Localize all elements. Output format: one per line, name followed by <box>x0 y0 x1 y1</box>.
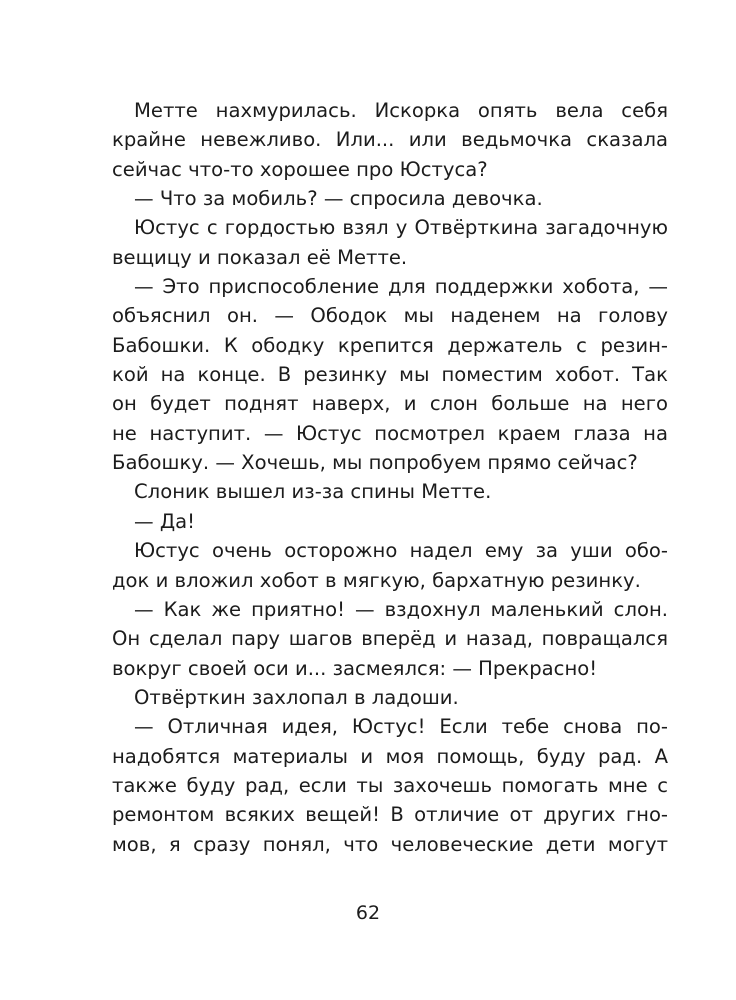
text-line: Бабошку. — Хочешь, мы попробуем прямо сейчас? <box>112 451 638 475</box>
text-line: — Как же приятно! — вздохнул маленький слон. <box>134 597 668 621</box>
text-line: он будет поднят наверх, и слон больше на него <box>112 392 668 416</box>
text-line: Юстус очень осторожно надел ему за уши обо- <box>134 539 668 563</box>
text-line: Слоник вышел из-за спины Метте. <box>134 480 492 504</box>
text-line: также буду рад, если ты захочешь помогать мне с <box>112 773 668 797</box>
page-text <box>112 96 668 859</box>
text-line: вещицу и показал её Метте. <box>112 245 408 269</box>
text-line: сейчас что-то хорошее про Юстуса? <box>112 157 488 181</box>
text-line: вокруг своей оси и... засмеялся: — Прекрасно! <box>112 656 598 680</box>
text-line: Отвёрткин захлопал в ладоши. <box>134 685 459 709</box>
text-line: — Отличная идея, Юстус! Если тебе снова по- <box>134 715 668 739</box>
text-line: Метте нахмурилась. Искорка опять вела себя <box>134 99 668 122</box>
text-line: не наступит. — Юстус посмотрел краем глаза на <box>112 421 668 445</box>
text-line: ремонтом всяких вещей! В отличие от других гно- <box>112 803 668 827</box>
text-line: — Да! <box>134 509 195 533</box>
text-line: Он сделал пару шагов вперёд и назад, повращался <box>112 627 668 651</box>
text-line: док и вложил хобот в мягкую, бархатную резинку. <box>112 568 641 592</box>
text-line: Бабошки. К ободку крепится держатель с резин- <box>112 333 668 357</box>
text-line: мов, я сразу понял, что человеческие дети могут <box>112 832 668 856</box>
text-line: — Что за мобиль? — спросила девочка. <box>134 187 543 211</box>
page-number: 62 <box>355 902 381 924</box>
text-line: — Это приспособление для поддержки хобота, — <box>134 275 668 299</box>
text-line: крайне невежливо. Или... или ведьмочка сказала <box>112 128 668 152</box>
text-line: надобятся материалы и моя помощь, буду рад. А <box>112 744 668 768</box>
text-line: Юстус с гордостью взял у Отвёрткина загадочную <box>134 216 668 240</box>
text-line: объяснил он. — Ободок мы наденем на голову <box>112 304 668 328</box>
text-line: кой на конце. В резинку мы поместим хобот. Так <box>112 363 668 387</box>
